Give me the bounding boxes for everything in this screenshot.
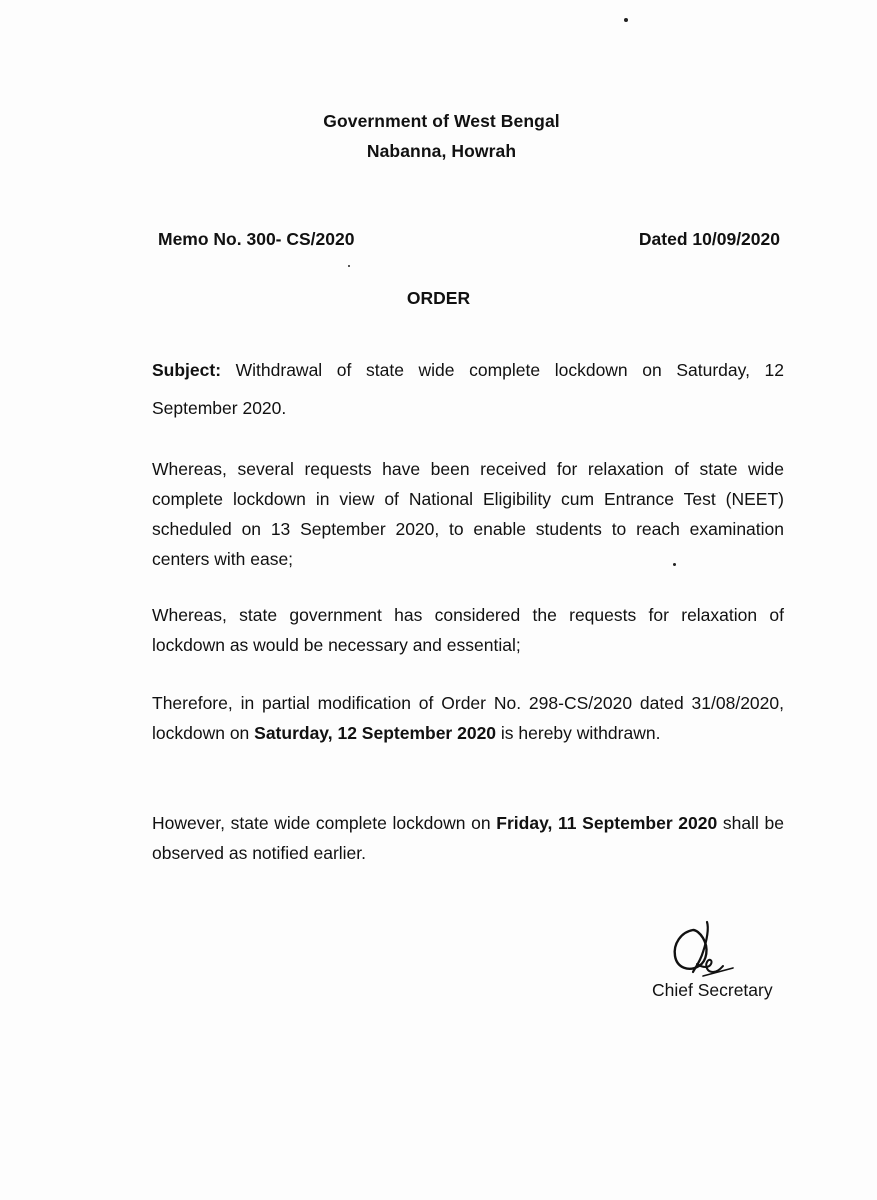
whereas-paragraph-1: Whereas, several requests have been received for relaxation of state wide complete lockdown in view of National Eligibility cum Entrance Test (NEET) scheduled on 13 September 2020, to enable students to reach examination centers with ease; [152,459,784,569]
subject-label: Subject: [152,360,222,380]
office-location: Nabanna, Howrah [366,141,517,161]
scan-speck [624,18,628,22]
government-name: Government of West Bengal [323,111,560,131]
however-paragraph [152,808,784,868]
however-text-start: However, state wide complete lockdown on [152,813,497,833]
lockdown-date: Friday, 11 September 2020 [496,813,718,833]
scan-speck [348,265,350,267]
subject-paragraph [152,351,784,427]
therefore-paragraph [152,688,784,748]
however-text-end: shall be observed as notified earlier. [152,813,785,863]
memo-number: Memo No. 300- CS/2020 [158,229,355,249]
signatory-designation: Chief Secretary [652,980,773,1000]
whereas-paragraph-2: Whereas, state government has considered the requests for relaxation of lockdown as would be necessary and essential; [152,605,784,655]
subject-text: Withdrawal of state wide complete lockdown on Saturday, 12 September 2020. [152,360,784,418]
withdrawn-date: Saturday, 12 September 2020 [254,723,497,743]
document-header [0,106,877,166]
order-title: ORDER [406,288,471,308]
therefore-text-end: is hereby withdrawn. [496,723,661,743]
memo-date: Dated 10/09/2020 [638,229,780,249]
therefore-text-start: Therefore, in partial modification of Order No. 298-CS/2020 dated 31/08/2020, lockdown on [152,693,784,743]
